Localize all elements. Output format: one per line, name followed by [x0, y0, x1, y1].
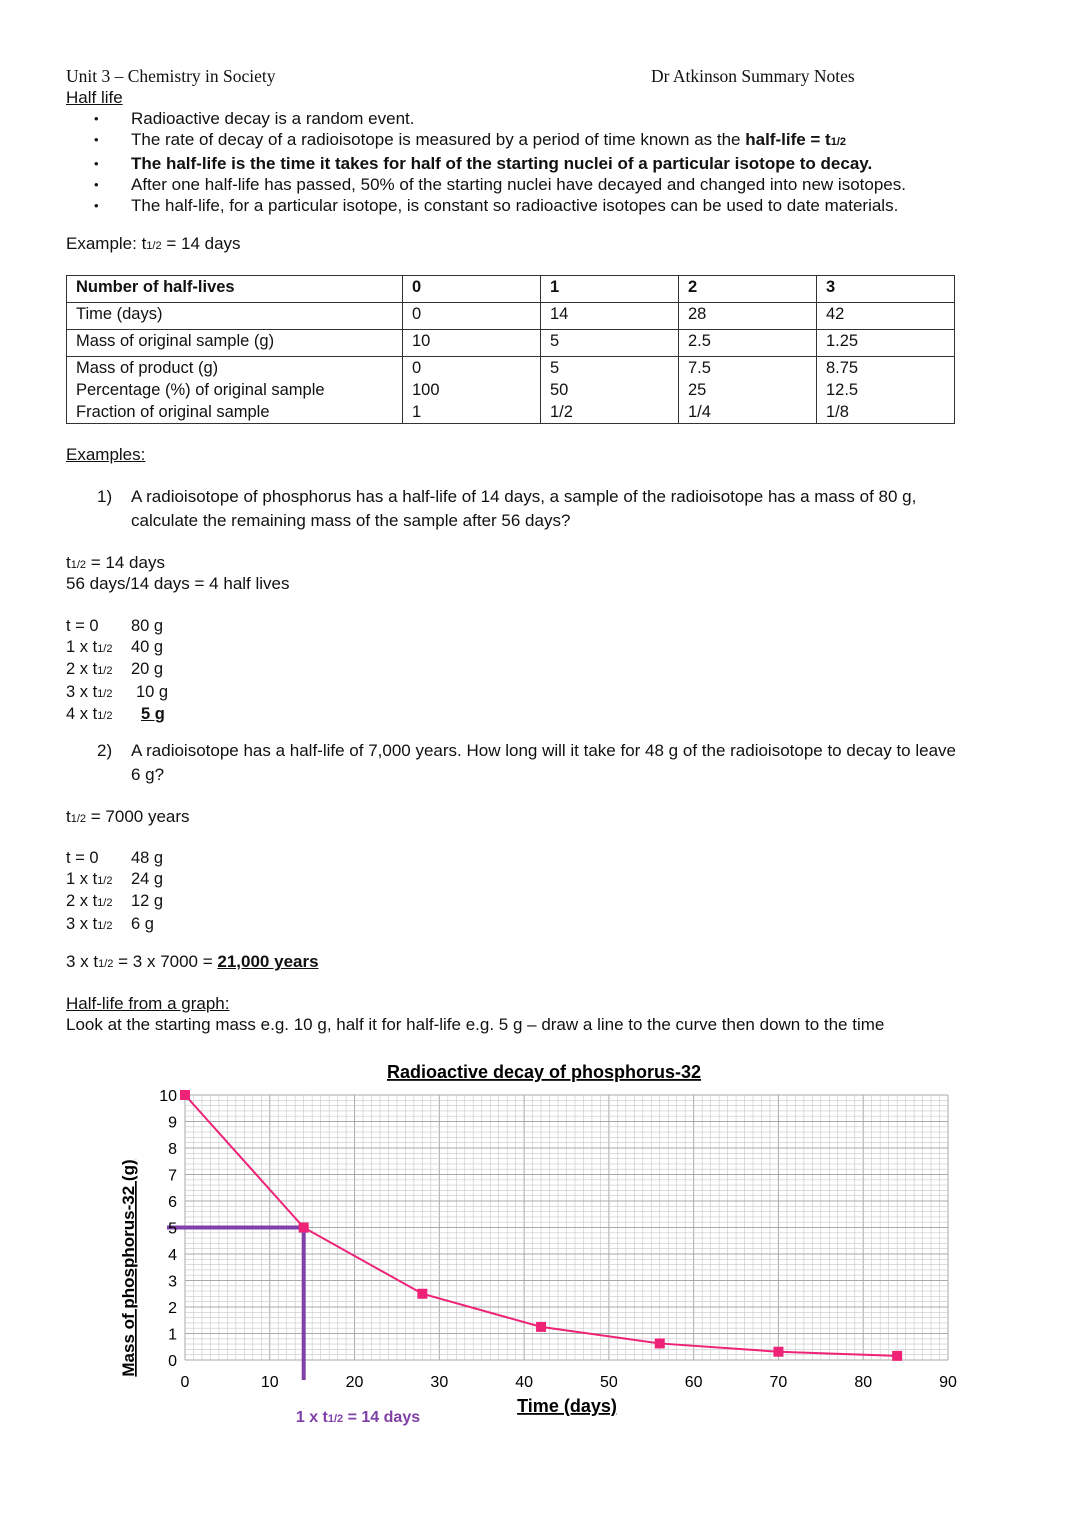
table-cell: 3 — [817, 276, 955, 303]
half-life-table — [66, 275, 955, 424]
bullet-item: • The half-life is the time it takes for half of the starting nuclei of a particular isotope to decay. — [94, 153, 1054, 174]
question-1-text: A radioisotope of phosphorus has a half-life of 14 days, a sample of the radioisotope has a mass of 80 g, calculate the remaining mass of the sample after 56 days? — [131, 487, 917, 530]
y-tick-label: 8 — [168, 1141, 177, 1158]
q2-answer: 3 x t1/2 = 3 x 7000 = 21,000 years — [66, 952, 319, 971]
examples-heading: Examples: — [66, 445, 146, 464]
x-tick-label: 50 — [599, 1374, 618, 1391]
table-cell: 7.5 25 1/4 — [679, 357, 817, 424]
table-cell: 14 — [541, 303, 679, 330]
table-cell: Time (days) — [67, 303, 403, 330]
q2-half-life: t1/2 = 7000 years — [66, 807, 190, 826]
x-tick-label: 30 — [430, 1374, 449, 1391]
decay-chart — [0, 1050, 1080, 1530]
table-cell: 0 — [403, 303, 541, 330]
data-point — [536, 1322, 546, 1332]
q2-steps — [66, 848, 163, 936]
graph-section-text: Look at the starting mass e.g. 10 g, half it for half-life e.g. 5 g – draw a line to the curve then down to the time — [66, 1015, 885, 1034]
q1-calculation: 56 days/14 days = 4 half lives — [66, 574, 290, 593]
y-tick-label: 9 — [168, 1114, 177, 1132]
x-tick-label: 10 — [260, 1374, 279, 1391]
unit-title: Unit 3 – Chemistry in Society — [66, 66, 276, 86]
y-tick-label: 4 — [168, 1247, 177, 1264]
step-row: 1 x t1/2 40 g — [66, 637, 164, 656]
table-cell: 28 — [679, 303, 817, 330]
table-cell: 0 — [403, 276, 541, 303]
data-point — [417, 1289, 427, 1299]
chart-title: Radioactive decay of phosphorus-32 — [386, 1062, 702, 1082]
step-row: t = 0 48 g — [66, 849, 164, 867]
data-point — [180, 1090, 190, 1100]
bullet-list — [94, 108, 1054, 216]
x-tick-label: 70 — [769, 1374, 788, 1391]
step-row: 2 x t1/2 20 g — [66, 660, 164, 679]
x-tick-label: 60 — [684, 1374, 703, 1391]
y-tick-label: 7 — [168, 1167, 177, 1185]
table-row — [67, 303, 955, 330]
y-tick-label: 2 — [168, 1300, 177, 1317]
x-tick-label: 80 — [854, 1374, 873, 1391]
x-tick-label: 40 — [515, 1374, 534, 1391]
y-tick-label: 5 — [168, 1220, 177, 1238]
section-heading: Half life — [66, 88, 123, 107]
data-point — [655, 1338, 665, 1348]
table-cell: Mass of original sample (g) — [67, 330, 403, 357]
table-cell: 42 — [817, 303, 955, 330]
step-row: 2 x t1/2 12 g — [66, 892, 164, 911]
table-cell: 8.75 12.5 1/8 — [817, 357, 955, 424]
author-title: Dr Atkinson Summary Notes — [651, 66, 855, 86]
x-tick-label: 20 — [345, 1374, 364, 1391]
table-cell: 1 — [541, 276, 679, 303]
x-tick-label: 90 — [939, 1374, 957, 1391]
step-row: 1 x t1/2 24 g — [66, 869, 164, 888]
q1-steps — [66, 616, 168, 727]
bullet-item: • The half-life, for a particular isotope, is constant so radioactive isotopes can be used to date materials. — [94, 195, 1054, 216]
step-row: t = 0 80 g — [66, 617, 164, 635]
graph-section-heading: Half-life from a graph: — [66, 994, 230, 1013]
bullet-item: • After one half-life has passed, 50% of the starting nuclei have decayed and changed into new isotopes. — [94, 174, 1054, 195]
y-tick-label: 3 — [168, 1273, 177, 1291]
question-1-number: 1) — [97, 487, 113, 506]
bullet-item: • The rate of decay of a radioisotope is measured by a period of time known as the half-life = t1/2 — [94, 129, 1054, 153]
table-cell: 5 — [541, 330, 679, 357]
x-axis-label: Time (days) — [517, 1396, 617, 1416]
table-cell: Number of half-lives — [67, 276, 403, 303]
question-2-number: 2) — [97, 741, 113, 760]
half-life-annotation: 1 x t1/2 = 14 days — [295, 1409, 421, 1426]
step-row: 3 x t1/2 10 g — [66, 682, 169, 701]
half-life-guides — [167, 1228, 304, 1381]
example-label: Example: t1/2 = 14 days — [66, 234, 241, 253]
q1-half-life: t1/2 = 14 days — [66, 553, 165, 572]
table-cell: 2 — [679, 276, 817, 303]
table-cell: Mass of product (g) Percentage (%) of original sample Fraction of original sample — [67, 357, 403, 424]
y-axis-label: Mass of phosphorus-32 (g) — [119, 1159, 138, 1377]
table-row — [67, 330, 955, 357]
y-tick-label: 1 — [168, 1326, 177, 1344]
table-header-row — [67, 276, 955, 303]
table-cell: 5 50 1/2 — [541, 357, 679, 424]
data-point — [773, 1347, 783, 1357]
x-tick-label: 0 — [180, 1374, 190, 1391]
data-point — [892, 1351, 902, 1361]
step-row: 4 x t1/2 5 g — [66, 705, 165, 724]
y-tick-label: 10 — [159, 1088, 177, 1105]
table-cell: 2.5 — [679, 330, 817, 357]
y-tick-label: 6 — [168, 1194, 177, 1211]
table-cell: 1.25 — [817, 330, 955, 357]
y-tick-label: 0 — [168, 1353, 177, 1370]
data-point — [299, 1223, 309, 1233]
step-row: 3 x t1/2 6 g — [66, 914, 154, 933]
table-row — [67, 357, 955, 424]
table-cell: 10 — [403, 330, 541, 357]
table-cell: 0 100 1 — [403, 357, 541, 424]
bullet-item: • Radioactive decay is a random event. — [94, 108, 1054, 129]
question-2-text: A radioisotope has a half-life of 7,000 years. How long will it take for 48 g of the radioisotope to decay to leave 6 g? — [131, 741, 956, 784]
